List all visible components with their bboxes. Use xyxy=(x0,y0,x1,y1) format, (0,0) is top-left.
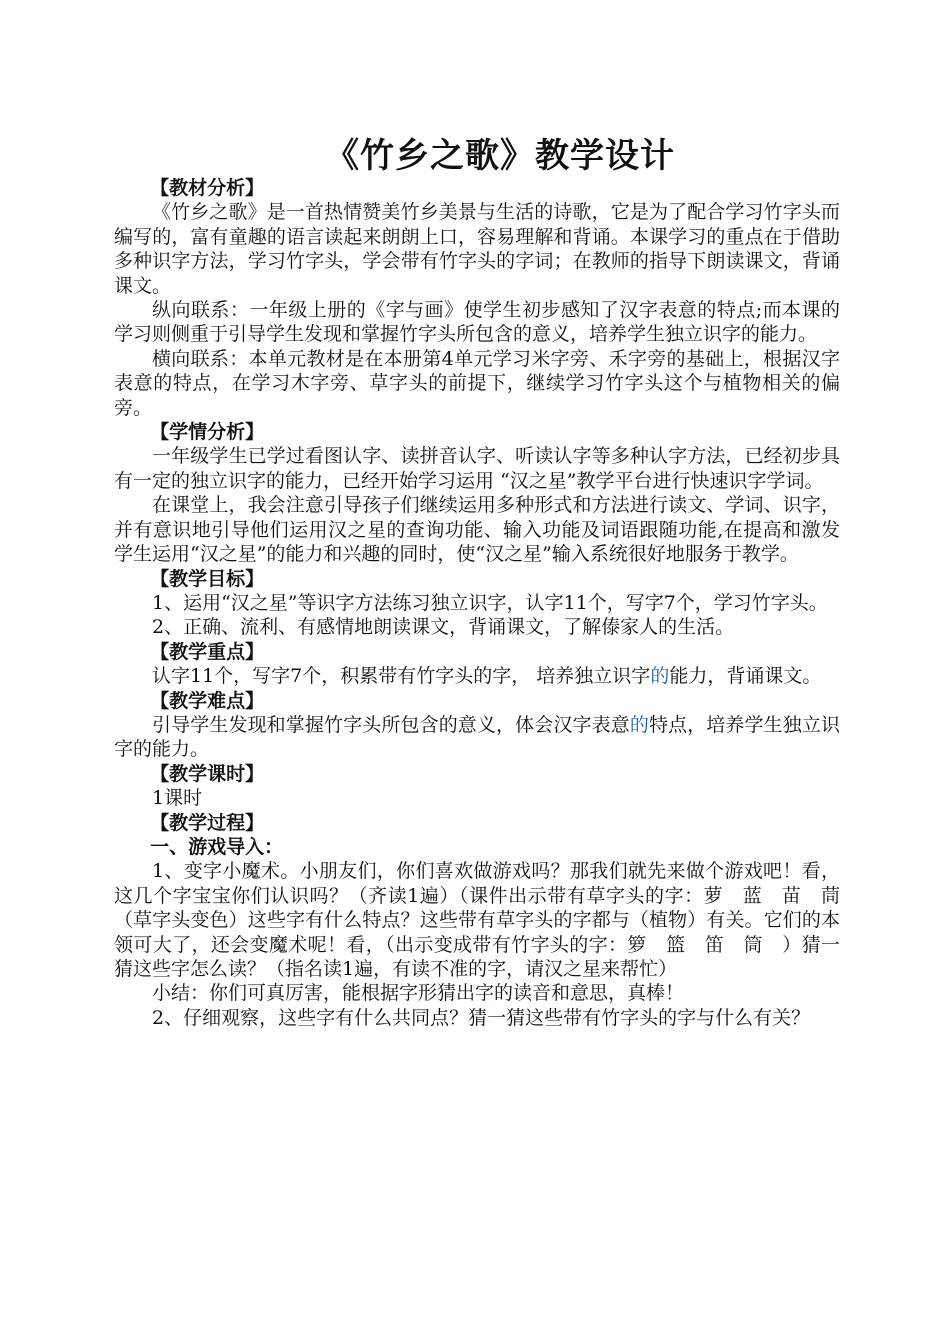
paragraph: 小结：你们可真厉害，能根据字形猜出字的读音和意思，真棒！ xyxy=(152,982,685,1005)
paragraph: 1课时 xyxy=(152,787,203,810)
paragraph: 横向联系：本单元教材是在本册第4单元学习米字旁、禾字旁的基础上，根据汉字表意的特点，在学习木字旁、草字头的前提下，继续学习竹字头这个与植物相关的偏旁。 xyxy=(114,347,840,419)
paragraph xyxy=(114,713,840,762)
paragraph: 1、变字小魔术。小朋友们，你们喜欢做游戏吗？那我们就先来做个游戏吧！看，这几个字宝宝你们认识吗？（齐读1遍）（课件出示带有草字头的字：萝 蓝 苗 茼 （草字头变色）这些字有什么特点？这些带有草字头的字都与（植物）有关。它们的本领可大了，还会变魔术呢！看，（出示变成带有竹字头的字：箩 篮 笛 筒 ）猜一猜这些字怎么读？（指名读1遍，有读不准的字，请汉之星来帮忙） xyxy=(114,860,860,980)
subsection-heading: 一、游戏导入： xyxy=(150,835,284,858)
section-heading-learner: 【学情分析】 xyxy=(150,421,265,444)
paragraph xyxy=(114,664,840,688)
paragraph: 1、运用“汉之星”等识字方法练习独立识字，认字11个，写字7个，学习竹字头。 xyxy=(152,591,828,614)
section-heading-goals: 【教学目标】 xyxy=(150,567,265,590)
text-run: 能力，背诵课文。 xyxy=(669,665,822,688)
text-run: 认字11个，写字7个，积累带有竹字头的字， 培养独立识字 xyxy=(152,665,651,688)
section-heading-process: 【教学过程】 xyxy=(150,811,265,834)
section-heading-material: 【教材分析】 xyxy=(150,177,265,199)
highlighted-text: 的 xyxy=(650,665,670,688)
section-heading-focus: 【教学重点】 xyxy=(150,640,265,663)
paragraph: 《竹乡之歌》是一首热情赞美竹乡美景与生活的诗歌，它是为了配合学习竹字头而编写的，富有童趣的语言读起来朗朗上口，容易理解和背诵。本课学习的重点在于借助多种识字方法，学习竹字头，学会带有竹字头的字词；在教师的指导下朗读课文，背诵课文。 xyxy=(114,201,840,297)
page-title: 《竹乡之歌》教学设计 xyxy=(325,136,675,176)
text-run: 特点，培养学生独立识字的能力。 xyxy=(114,713,840,761)
highlighted-text: 的 xyxy=(629,713,649,736)
section-heading-hours: 【教学课时】 xyxy=(150,762,265,785)
paragraph: 在课堂上，我会注意引导孩子们继续运用多种形式和方法进行读文、学词、识字，并有意识地引导他们运用汉之星的查询功能、输入功能及词语跟随功能,在提高和激发学生运用“汉之星”的能力和兴趣的同时，使“汉之星”输入系统很好地服务于教学。 xyxy=(114,494,840,566)
text-run: 引导学生发现和掌握竹字头所包含的意义，体会汉字表意 xyxy=(152,713,630,736)
paragraph: 纵向联系：一年级上册的《字与画》使学生初步感知了汉字表意的特点;而本课的学习则侧重于引导学生发现和掌握竹字头所包含的意义，培养学生独立识字的能力。 xyxy=(114,299,840,346)
paragraph: 一年级学生已学过看图认字、读拼音认字、听读认字等多种认字方法，已经初步具有一定的独立识字的能力，已经开始学习运用 “汉之星”教学平台进行快速识字学词。 xyxy=(114,445,840,492)
paragraph: 2、正确、流利、有感情地朗读课文，背诵课文，了解傣家人的生活。 xyxy=(152,616,735,639)
section-heading-difficulty: 【教学难点】 xyxy=(150,689,265,712)
document-body xyxy=(114,176,860,1030)
paragraph: 2、仔细观察，这些字有什么共同点？猜一猜这些带有竹字头的字与什么有关？ xyxy=(152,1006,811,1029)
